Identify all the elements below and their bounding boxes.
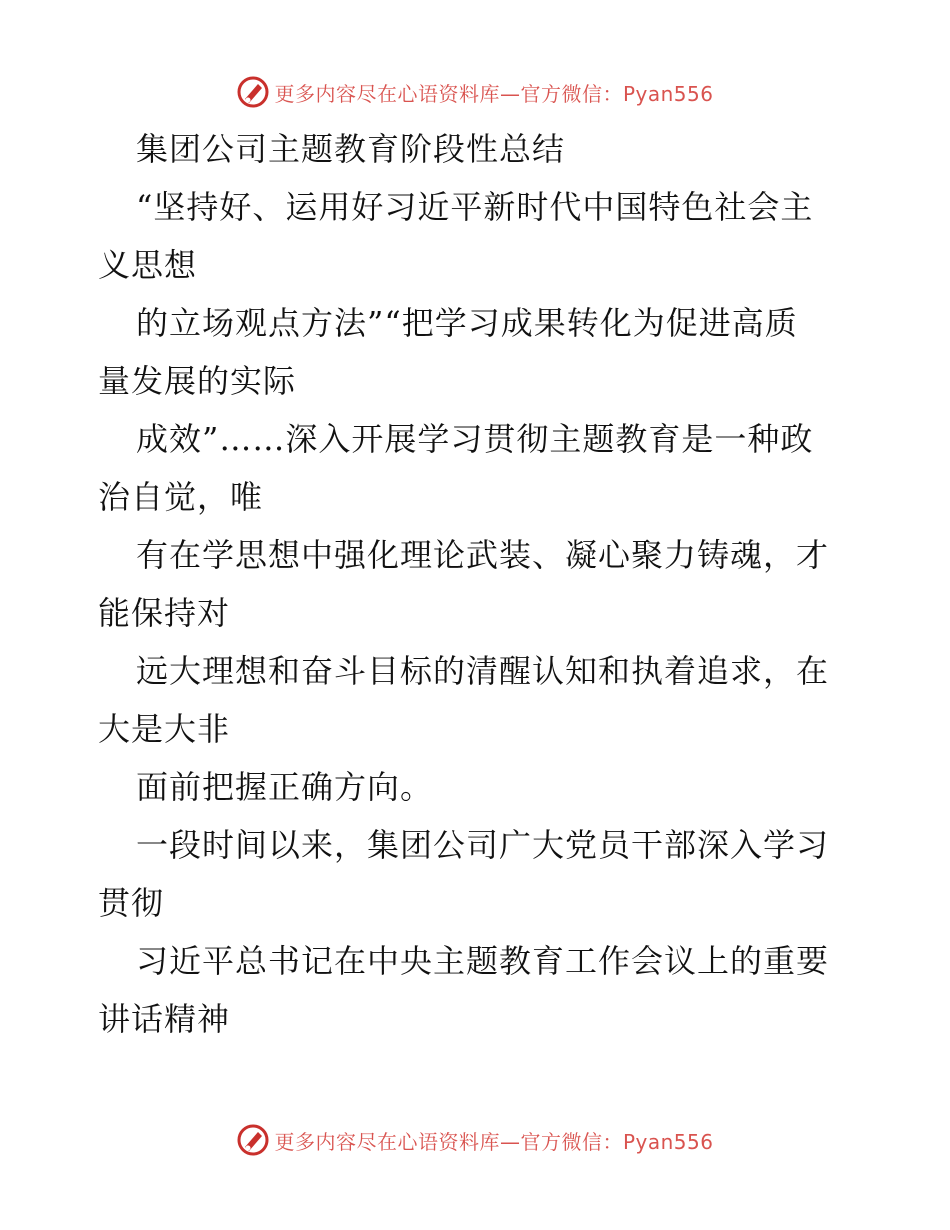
text-line: 义思想 xyxy=(98,246,198,284)
text-line: 的立场观点方法”“把学习成果转化为促进高质 xyxy=(136,304,798,342)
text-line: 远大理想和奋斗目标的清醒认知和执着追求，在 xyxy=(136,652,830,690)
text-line: 讲话精神 xyxy=(98,1000,231,1038)
text-line: 量发展的实际 xyxy=(98,362,297,400)
text-line: “坚持好、运用好习近平新时代中国特色社会主 xyxy=(136,188,814,226)
document-title: 集团公司主题教育阶段性总结 xyxy=(136,130,566,168)
pen-logo-icon xyxy=(236,75,270,109)
text-line: 一段时间以来，集团公司广大党员干部深入学习 xyxy=(136,826,830,864)
text-line: 有在学思想中强化理论武装、凝心聚力铸魂，才 xyxy=(136,536,830,574)
text-line: 大是大非 xyxy=(98,710,231,748)
header-banner xyxy=(0,72,950,112)
footer-banner xyxy=(0,1120,950,1160)
pen-logo-icon xyxy=(236,1123,270,1157)
text-line: 面前把握正确方向。 xyxy=(136,768,434,806)
text-line: 治自觉，唯 xyxy=(98,478,264,516)
header-banner-text: 更多内容尽在心语资料库—官方微信：Pyan556 xyxy=(274,81,714,106)
text-line: 贯彻 xyxy=(98,884,165,922)
text-line: 能保持对 xyxy=(98,594,231,632)
text-line: 成效”……深入开展学习贯彻主题教育是一种政 xyxy=(136,420,814,458)
text-line: 习近平总书记在中央主题教育工作会议上的重要 xyxy=(136,942,830,980)
document-body xyxy=(98,120,854,1048)
footer-banner-text: 更多内容尽在心语资料库—官方微信：Pyan556 xyxy=(274,1129,714,1154)
